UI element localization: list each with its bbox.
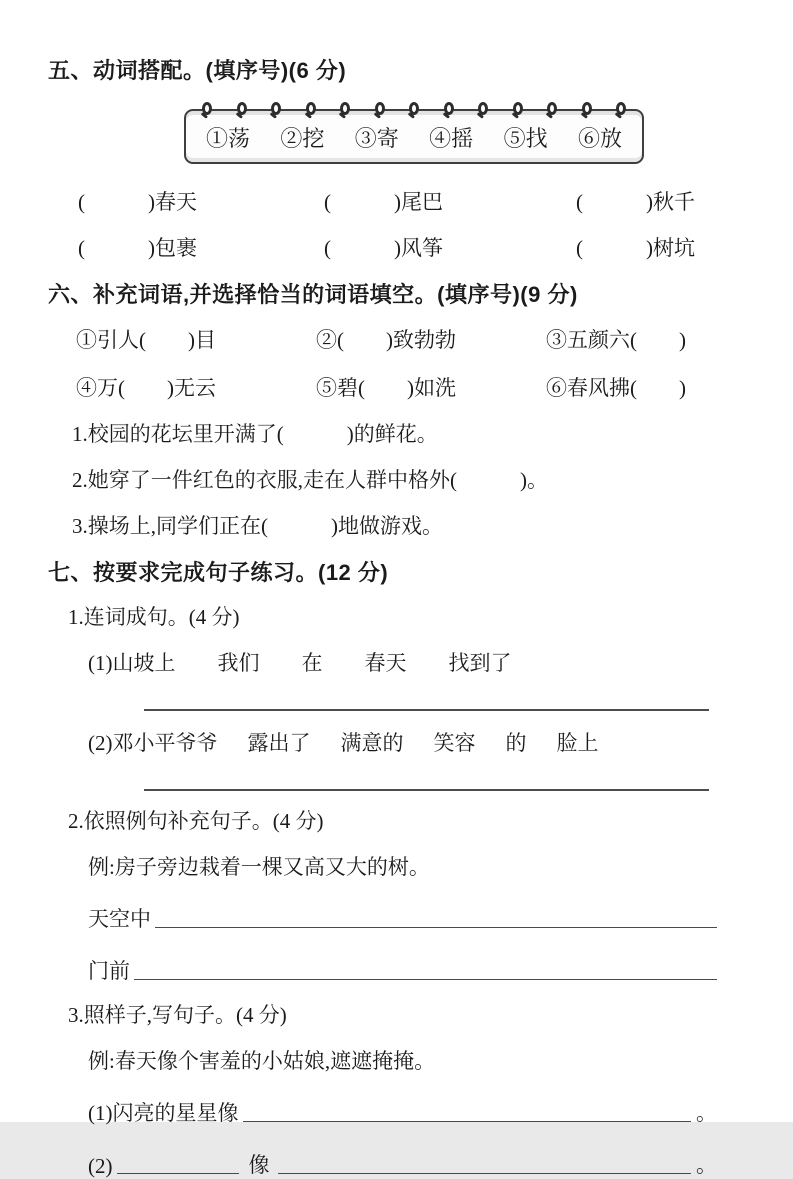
scrambled-word: 脸上 (556, 731, 599, 755)
binder-rings (202, 102, 626, 115)
q3-title: 3.照样子,写句子。(4 分) (68, 1003, 287, 1027)
binder-ring-icon (513, 102, 523, 115)
answer-line (155, 927, 717, 928)
period: 。 (696, 1101, 717, 1125)
bank-word: ④摇 (429, 126, 474, 151)
idiom-item: ⑤碧( )如洗 (316, 376, 456, 400)
binder-ring-icon (409, 102, 419, 115)
q2-fill-label-2: 门前 (88, 959, 130, 983)
binder-ring-icon (444, 102, 454, 115)
verb-noun-pairs (78, 186, 753, 262)
pair-blank: ( )秋千 (576, 190, 695, 214)
scrambled-word: 的 (505, 731, 527, 755)
scrambled-word: 笑容 (433, 731, 476, 755)
scrambled-word: 山坡上 (112, 651, 176, 675)
pair-blank: ( )风筝 (324, 236, 443, 260)
answer-line (144, 709, 709, 711)
bank-word: ③寄 (354, 126, 399, 151)
binder-ring-icon (616, 102, 626, 115)
binder-ring-icon (582, 102, 592, 115)
section5-heading: 五、动词搭配。(填序号)(6 分) (48, 58, 347, 83)
binder-ring-icon (306, 102, 316, 115)
q2-fill-label-1: 天空中 (88, 907, 151, 931)
idiom-item: ①引人( )目 (76, 328, 216, 352)
q2-example: 例:房子旁边栽着一棵又高又大的树。 (88, 855, 430, 879)
q3-fill-row-1 (88, 1097, 717, 1127)
scrambled-word: 在 (301, 651, 323, 675)
q3-fill-row-2 (88, 1149, 717, 1179)
answer-line (243, 1121, 692, 1122)
idiom-item: ④万( )无云 (76, 376, 216, 400)
q2-title: 2.依照例句补充句子。(4 分) (68, 809, 324, 833)
idiom-blanks (76, 324, 753, 402)
q2-fill-row-1 (88, 903, 717, 933)
word-bank-box (184, 109, 644, 164)
q1-title: 1.连词成句。(4 分) (68, 605, 240, 629)
answer-line (134, 979, 717, 980)
binder-ring-icon (478, 102, 488, 115)
q1-word-row-2 (88, 727, 753, 757)
answer-line (144, 789, 709, 791)
period: 。 (696, 1153, 717, 1177)
pair-blank: ( )树坑 (576, 236, 695, 260)
pair-blank: ( )尾巴 (324, 190, 443, 214)
pair-blank: ( )包裹 (78, 236, 197, 260)
binder-ring-icon (375, 102, 385, 115)
answer-line (117, 1173, 239, 1174)
q2-fill-row-2 (88, 955, 717, 985)
q1-label-1: (1) (88, 651, 113, 675)
section6-heading: 六、补充词语,并选择恰当的词语填空。(填序号)(9 分) (48, 282, 578, 307)
sentence-blank-1: 1.校园的花坛里开满了( )的鲜花。 (72, 422, 438, 446)
bank-word: ⑤找 (503, 126, 548, 151)
idiom-item: ②( )致勃勃 (316, 328, 456, 352)
q3-mid-word: 像 (248, 1153, 270, 1177)
scrambled-word: 春天 (364, 651, 407, 675)
pair-blank: ( )春天 (78, 190, 197, 214)
sentence-blank-2: 2.她穿了一件红色的衣服,走在人群中格外( )。 (72, 468, 548, 492)
scrambled-word: 露出了 (247, 731, 311, 755)
q1-label-2: (2) (88, 731, 113, 755)
binder-ring-icon (202, 102, 212, 115)
section7-heading: 七、按要求完成句子练习。(12 分) (48, 560, 389, 585)
scrambled-word: 我们 (217, 651, 260, 675)
scrambled-word: 找到了 (448, 651, 512, 675)
binder-ring-icon (547, 102, 557, 115)
bank-word: ⑥放 (577, 126, 622, 151)
sentence-blank-3: 3.操场上,同学们正在( )地做游戏。 (72, 514, 443, 538)
idiom-item: ③五颜六( ) (546, 328, 686, 352)
q3-prefix-1: (1)闪亮的星星像 (88, 1101, 239, 1125)
answer-line (278, 1173, 692, 1174)
q3-example: 例:春天像个害羞的小姑娘,遮遮掩掩。 (88, 1049, 436, 1073)
bank-word: ①荡 (206, 126, 251, 151)
scrambled-word: 满意的 (340, 731, 404, 755)
bank-word: ②挖 (280, 126, 325, 151)
q1-word-row-1 (88, 647, 753, 677)
scrambled-word: 邓小平爷爷 (112, 731, 218, 755)
idiom-item: ⑥春风拂( ) (546, 376, 686, 400)
q3-label-2: (2) (88, 1154, 113, 1178)
binder-ring-icon (340, 102, 350, 115)
binder-ring-icon (237, 102, 247, 115)
binder-ring-icon (271, 102, 281, 115)
